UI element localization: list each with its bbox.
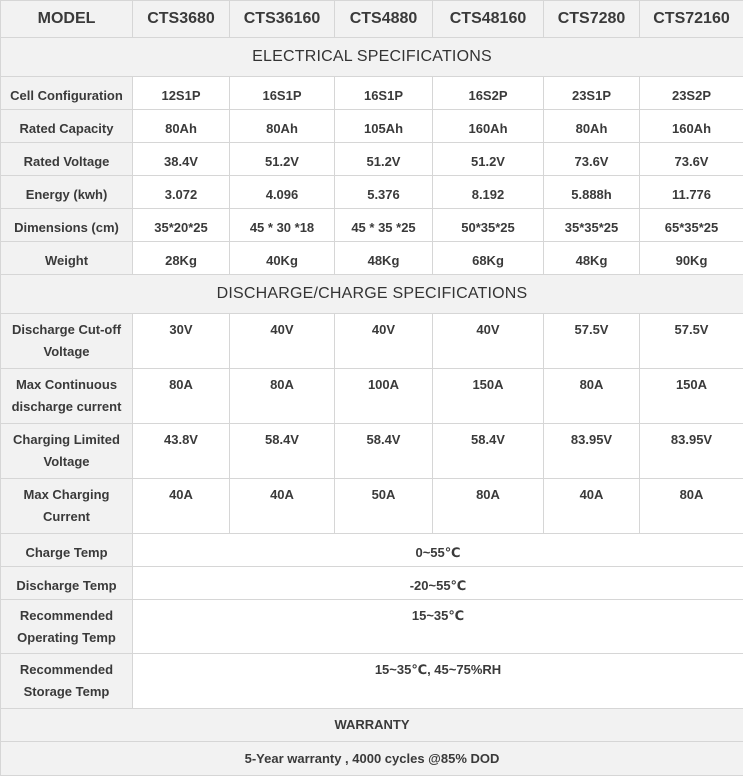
cell-value: 16S1P [335, 77, 433, 110]
row-label: Charge Temp [1, 534, 133, 567]
row-label [1, 600, 133, 654]
electrical-section-title: ELECTRICAL SPECIFICATIONS [1, 38, 743, 77]
table-row [1, 110, 743, 143]
cell-value: 57.5V [544, 314, 640, 369]
table-row [1, 176, 743, 209]
model-col-1: CTS3680 [133, 1, 230, 38]
row-label [1, 479, 133, 534]
cell-value: 80A [433, 479, 544, 534]
row-label-line1: Max Continuous [15, 377, 118, 392]
row-label: Energy (kwh) [1, 176, 133, 209]
warranty-text-row [1, 742, 743, 776]
row-label-line1: Recommended [19, 662, 114, 677]
cell-value: 150A [640, 369, 743, 424]
cell-value: 58.4V [433, 424, 544, 479]
cell-value: 38.4V [133, 143, 230, 176]
cell-value: 83.95V [544, 424, 640, 479]
table-row [1, 209, 743, 242]
cell-value: 5.888h [544, 176, 640, 209]
row-label-line2: Current [43, 509, 90, 524]
row-label-line2: Operating Temp [17, 630, 116, 645]
cell-value: 57.5V [640, 314, 743, 369]
charge-section-title: DISCHARGE/CHARGE SPECIFICATIONS [1, 275, 743, 314]
cell-value: 65*35*25 [640, 209, 743, 242]
cell-value: 16S1P [230, 77, 335, 110]
merged-value: 15~35℃ [133, 600, 743, 654]
model-col-2: CTS36160 [230, 1, 335, 38]
cell-value: 48Kg [335, 242, 433, 275]
table-row [1, 567, 743, 600]
table-row [1, 242, 743, 275]
cell-value: 11.776 [640, 176, 743, 209]
table-row [1, 654, 743, 709]
row-label: Rated Voltage [1, 143, 133, 176]
cell-value: 73.6V [544, 143, 640, 176]
cell-value: 58.4V [335, 424, 433, 479]
cell-value: 28Kg [133, 242, 230, 275]
cell-value: 48Kg [544, 242, 640, 275]
cell-value: 35*35*25 [544, 209, 640, 242]
cell-value: 16S2P [433, 77, 544, 110]
cell-value: 80Ah [230, 110, 335, 143]
row-label: Cell Configuration [1, 77, 133, 110]
row-label: Weight [1, 242, 133, 275]
cell-value: 80A [133, 369, 230, 424]
cell-value: 68Kg [433, 242, 544, 275]
cell-value: 100A [335, 369, 433, 424]
cell-value: 80A [544, 369, 640, 424]
cell-value: 23S2P [640, 77, 743, 110]
model-col-5: CTS7280 [544, 1, 640, 38]
row-label: Dimensions (cm) [1, 209, 133, 242]
cell-value: 40A [230, 479, 335, 534]
warranty-text: 5-Year warranty , 4000 cycles @85% DOD [1, 742, 743, 776]
table-row [1, 77, 743, 110]
row-label-line1: Discharge Cut-off [11, 322, 122, 337]
cell-value: 105Ah [335, 110, 433, 143]
cell-value: 50A [335, 479, 433, 534]
cell-value: 8.192 [433, 176, 544, 209]
cell-value: 160Ah [433, 110, 544, 143]
cell-value: 83.95V [640, 424, 743, 479]
cell-value: 51.2V [230, 143, 335, 176]
cell-value: 45 * 30 *18 [230, 209, 335, 242]
model-col-3: CTS4880 [335, 1, 433, 38]
cell-value: 58.4V [230, 424, 335, 479]
table-row [1, 369, 743, 424]
row-label-line1: Charging Limited [13, 432, 120, 447]
cell-value: 12S1P [133, 77, 230, 110]
row-label [1, 424, 133, 479]
cell-value: 23S1P [544, 77, 640, 110]
row-label [1, 654, 133, 709]
cell-value: 40V [433, 314, 544, 369]
model-col-6: CTS72160 [640, 1, 743, 38]
row-label-line2: Storage Temp [23, 684, 110, 699]
cell-value: 80Ah [133, 110, 230, 143]
merged-value: 15~35℃, 45~75%RH [133, 654, 743, 709]
cell-value: 3.072 [133, 176, 230, 209]
cell-value: 4.096 [230, 176, 335, 209]
cell-value: 40A [133, 479, 230, 534]
cell-value: 51.2V [335, 143, 433, 176]
cell-value: 50*35*25 [433, 209, 544, 242]
table-row [1, 424, 743, 479]
row-label [1, 314, 133, 369]
row-label-line2: discharge current [11, 399, 122, 414]
warranty-title-row [1, 709, 743, 742]
table-row [1, 534, 743, 567]
cell-value: 90Kg [640, 242, 743, 275]
warranty-title: WARRANTY [1, 709, 743, 742]
cell-value: 51.2V [433, 143, 544, 176]
cell-value: 40Kg [230, 242, 335, 275]
cell-value: 35*20*25 [133, 209, 230, 242]
cell-value: 43.8V [133, 424, 230, 479]
cell-value: 80Ah [544, 110, 640, 143]
cell-value: 45 * 35 *25 [335, 209, 433, 242]
row-label-line2: Voltage [43, 454, 90, 469]
cell-value: 40V [230, 314, 335, 369]
cell-value: 150A [433, 369, 544, 424]
table-row [1, 143, 743, 176]
electrical-section-row [1, 38, 743, 77]
row-label [1, 369, 133, 424]
cell-value: 5.376 [335, 176, 433, 209]
table-row [1, 479, 743, 534]
cell-value: 40A [544, 479, 640, 534]
cell-value: 40V [335, 314, 433, 369]
row-label-line1: Max Charging [23, 487, 110, 502]
table-row [1, 314, 743, 369]
cell-value: 30V [133, 314, 230, 369]
row-label-line1: Recommended [19, 608, 114, 623]
cell-value: 80A [230, 369, 335, 424]
cell-value: 160Ah [640, 110, 743, 143]
header-row [1, 1, 743, 38]
cell-value: 80A [640, 479, 743, 534]
merged-value: -20~55℃ [133, 567, 743, 600]
cell-value: 73.6V [640, 143, 743, 176]
table-row [1, 600, 743, 654]
row-label: Discharge Temp [1, 567, 133, 600]
charge-section-row [1, 275, 743, 314]
row-label: Rated Capacity [1, 110, 133, 143]
model-header: MODEL [1, 1, 133, 38]
row-label-line2: Voltage [43, 344, 90, 359]
model-col-4: CTS48160 [433, 1, 544, 38]
merged-value: 0~55℃ [133, 534, 743, 567]
